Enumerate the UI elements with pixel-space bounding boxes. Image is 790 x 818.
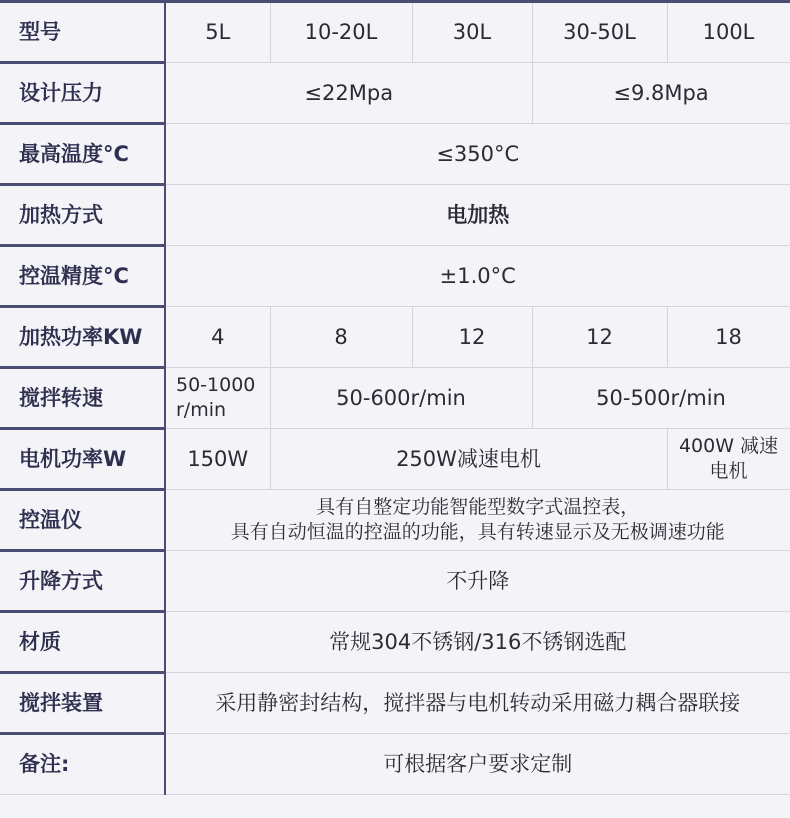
cell-speed-600: 50-600r/min [270,368,532,429]
row-label-heating-method: 加热方式 [0,185,165,246]
table-row-stirring-device [0,673,790,734]
cell-pressure-9-8: ≤9.8Mpa [532,63,790,124]
cell-temp-accuracy: ±1.0°C [165,246,790,307]
table-row-controller [0,490,790,551]
cell-controller [165,490,790,551]
row-label-temp-accuracy: 控温精度°C [0,246,165,307]
table-row-remarks [0,734,790,795]
row-label-controller: 控温仪 [0,490,165,551]
table-row-heating-power [0,307,790,368]
table-row-motor-power [0,429,790,490]
table-row-heating-method [0,185,790,246]
cell-power-30l: 12 [412,307,532,368]
row-label-stir-speed: 搅拌转速 [0,368,165,429]
cell-material: 常规304不锈钢/316不锈钢选配 [165,612,790,673]
cell-pressure-22: ≤22Mpa [165,63,532,124]
cell-motor-150w: 150W [165,429,270,490]
row-label-heating-power: 加热功率KW [0,307,165,368]
cell-power-30-50l: 12 [532,307,667,368]
row-label-stirring-device: 搅拌装置 [0,673,165,734]
controller-line-1: 具有自整定功能智能型数字式温控表， [316,496,640,518]
cell-model-30-50l: 30-50L [532,2,667,63]
cell-stirring-device: 采用静密封结构，搅拌器与电机转动采用磁力耦合器联接 [165,673,790,734]
row-label-max-temp: 最高温度°C [0,124,165,185]
row-label-model: 型号 [0,2,165,63]
cell-power-10-20l: 8 [270,307,412,368]
cell-speed-5l: 50-1000 r/min [165,368,270,429]
table-row-stir-speed [0,368,790,429]
cell-remarks: 可根据客户要求定制 [165,734,790,795]
cell-power-100l: 18 [667,307,790,368]
controller-line-2: 具有自动恒温的控温的功能，具有转速显示及无极调速功能 [230,521,725,543]
cell-speed-500: 50-500r/min [532,368,790,429]
cell-model-30l: 30L [412,2,532,63]
cell-model-100l: 100L [667,2,790,63]
table-row-lift-method [0,551,790,612]
cell-heating-method: 电加热 [165,185,790,246]
cell-motor-250w: 250W减速电机 [270,429,667,490]
row-label-design-pressure: 设计压力 [0,63,165,124]
table-row-design-pressure [0,63,790,124]
table-row-max-temp [0,124,790,185]
table-row-model [0,2,790,63]
cell-model-5l: 5L [165,2,270,63]
row-label-lift-method: 升降方式 [0,551,165,612]
cell-motor-400w: 400W 减速电机 [667,429,790,490]
cell-max-temp: ≤350°C [165,124,790,185]
row-label-material: 材质 [0,612,165,673]
cell-power-5l: 4 [165,307,270,368]
table-row-material [0,612,790,673]
cell-model-10-20l: 10-20L [270,2,412,63]
cell-lift-method: 不升降 [165,551,790,612]
table-row-temp-accuracy [0,246,790,307]
row-label-remarks: 备注: [0,734,165,795]
row-label-motor-power: 电机功率W [0,429,165,490]
